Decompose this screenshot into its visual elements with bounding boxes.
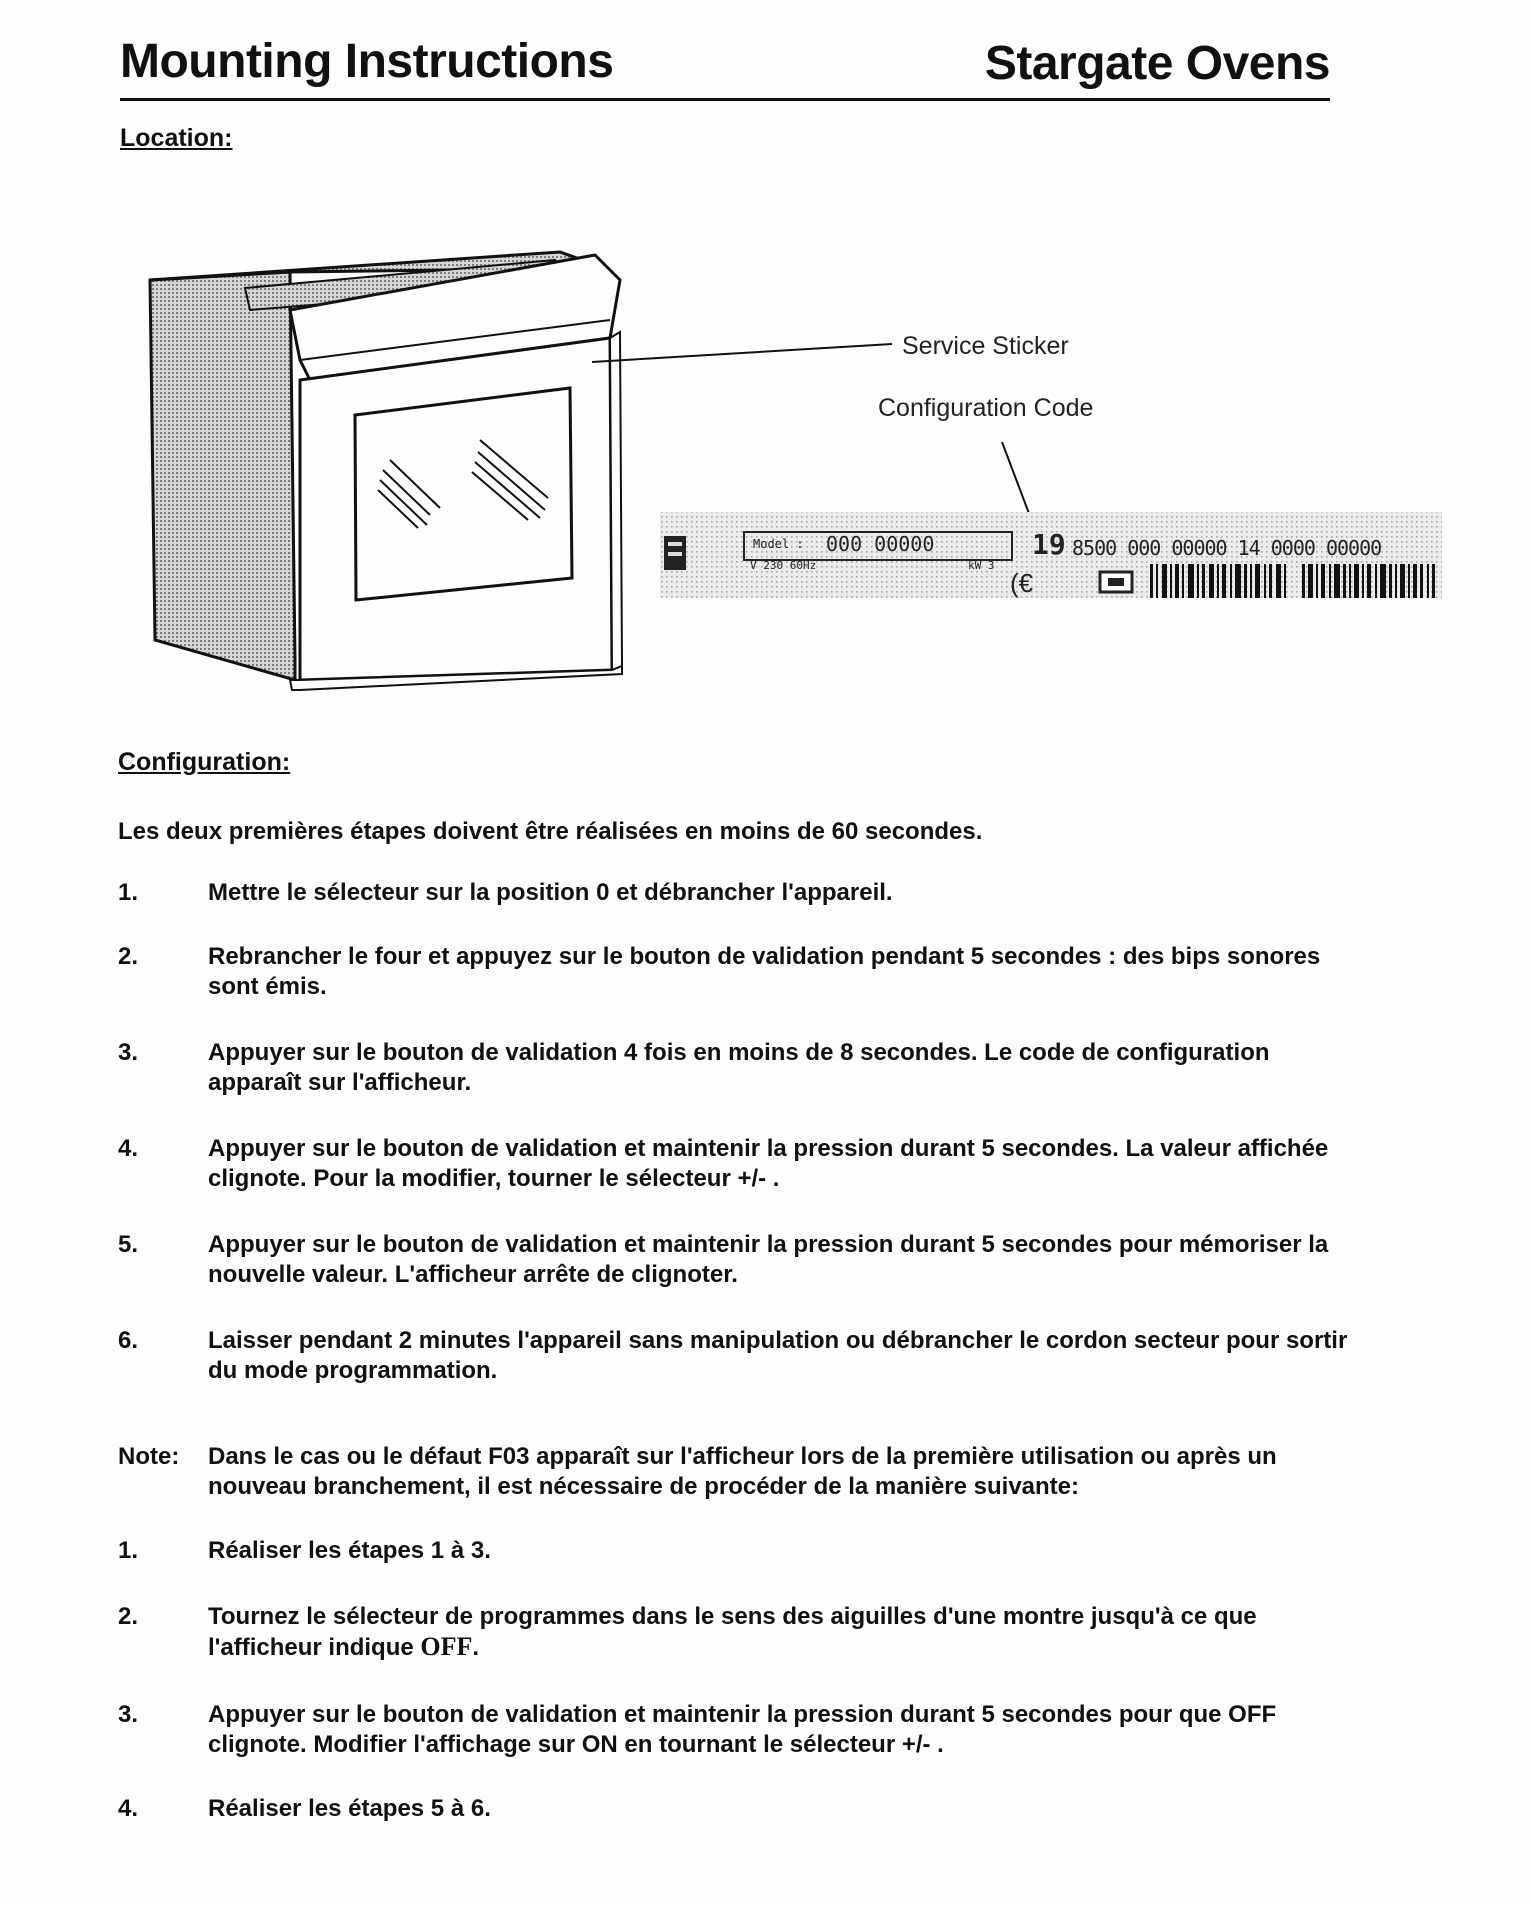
step-text: Rebrancher le four et appuyez sur le bouton de validation pendant 5 secondes : des bips sonores sont émis.: [208, 943, 1321, 1000]
step-number: 1.: [118, 879, 139, 906]
configuration-heading: Configuration:: [118, 748, 291, 776]
sticker-model-number: 000 00000: [826, 532, 935, 556]
configuration-code-label: Configuration Code: [878, 394, 1094, 422]
step-number: 3.: [118, 1701, 139, 1728]
step-text: Appuyer sur le bouton de validation et maintenir la pression durant 5 secondes pour que OFF clignote. Modifier l'affichage sur ON en tournant le sélecteur +/- .: [208, 1701, 1277, 1758]
oven-window: [355, 388, 572, 600]
step-text: Mettre le sélecteur sur la position 0 et débrancher l'appareil.: [208, 879, 893, 906]
note-label: Note:: [118, 1443, 180, 1470]
step-number: 4.: [118, 1795, 139, 1822]
step-number: 2.: [118, 1603, 139, 1630]
document-header: [120, 32, 1330, 101]
configuration-intro: Les deux premières étapes doivent être réalisées en moins de 60 secondes.: [118, 818, 983, 845]
sticker-code-prefix: 19: [1032, 528, 1066, 561]
note-text: Dans le cas ou le défaut F03 apparaît sur l'afficheur lors de la première utilisation ou après un nouveau branchement, il est nécessaire de procéder de la manière suivante:: [208, 1443, 1277, 1500]
document-title: Mounting Instructions: [120, 35, 614, 88]
step-number: 5.: [118, 1231, 139, 1258]
sticker-configuration-code: 8500 000 00000 14 0000 00000: [1072, 536, 1382, 560]
step-text: [208, 1602, 1348, 1663]
oven-side-panel: [150, 272, 295, 680]
step-number: 2.: [118, 943, 139, 970]
sticker-voltage: V 230 60Hz: [750, 559, 817, 572]
sticker-model-label: Model :: [753, 537, 804, 551]
service-sticker-leader: [592, 344, 892, 362]
sticker-power: kW 3: [968, 559, 995, 572]
off-display-value: OFF: [420, 1632, 473, 1661]
step-text: Appuyer sur le bouton de validation et maintenir la pression durant 5 secondes pour mémoriser la nouvelle valeur. L'afficheur arrête de clignoter.: [208, 1231, 1329, 1288]
oven-illustration: [0, 160, 1532, 720]
step-number: 4.: [118, 1135, 139, 1162]
oven-location-figure: [0, 160, 1532, 720]
step-number: 3.: [118, 1039, 139, 1066]
step-text-part: .: [472, 1634, 480, 1661]
svg-text:(€: (€: [1010, 568, 1034, 598]
step-text: Appuyer sur le bouton de validation et maintenir la pression durant 5 secondes. La valeur affichée clignote. Pour la modifier, tourner le sélecteur +/- .: [208, 1135, 1329, 1192]
brand-title: Stargate Ovens: [984, 37, 1330, 90]
step-text: Laisser pendant 2 minutes l'appareil sans manipulation ou débrancher le cordon secteur pour sortir du mode programmation.: [208, 1327, 1348, 1384]
step-text: Appuyer sur le bouton de validation 4 fois en moins de 8 secondes. Le code de configuration apparaît sur l'afficheur.: [208, 1039, 1270, 1096]
step-text: Réaliser les étapes 1 à 3.: [208, 1537, 491, 1564]
step-text-part: Tournez le sélecteur de programmes dans le sens des aiguilles d'une montre jusqu'à ce que l'afficheur indique: [208, 1603, 1257, 1661]
location-heading: Location:: [120, 124, 233, 152]
service-sticker-label: Service Sticker: [902, 332, 1069, 360]
step-number: 1.: [118, 1537, 139, 1564]
step-text: Réaliser les étapes 5 à 6.: [208, 1795, 491, 1822]
step-number: 6.: [118, 1327, 139, 1354]
